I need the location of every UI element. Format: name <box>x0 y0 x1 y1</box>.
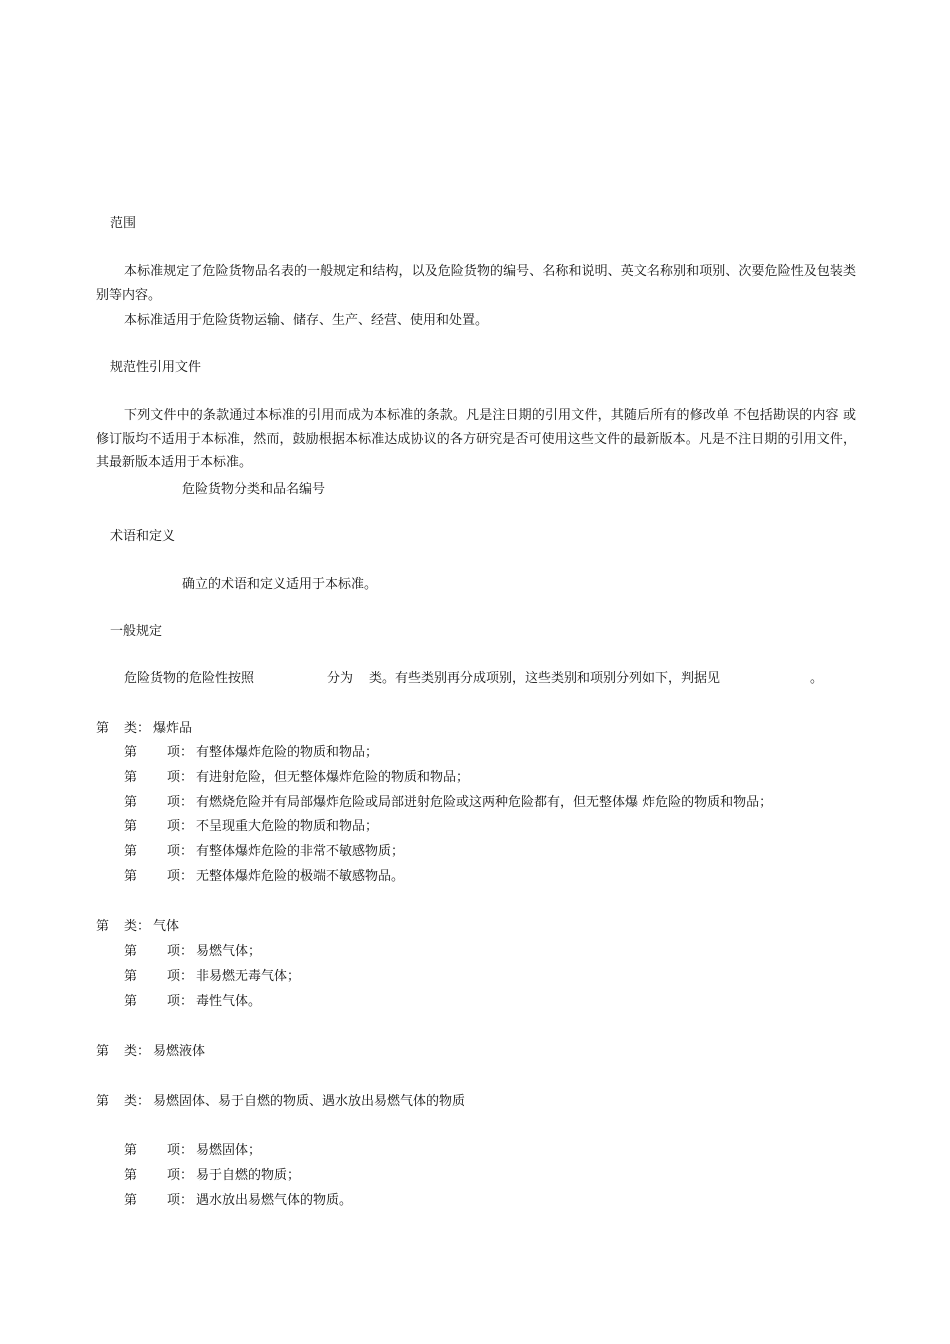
item-text: 有整体爆炸危险的非常不敏感物质； <box>196 844 405 859</box>
section-heading-terms: 术语和定义 <box>110 529 176 544</box>
item-prefix: 第 <box>124 994 138 1009</box>
scope-paragraph-2: 本标准适用于危险货物运输、储存、生产、经营、使用和处置。 <box>124 313 489 328</box>
item-separator: 项： <box>167 1193 194 1208</box>
item-prefix: 第 <box>124 969 138 984</box>
reference-item: 危险货物分类和品名编号 <box>182 482 326 497</box>
item-prefix: 第 <box>124 869 138 884</box>
general-intro-part-4: 。 <box>810 671 824 686</box>
item-separator: 项： <box>167 944 194 959</box>
item-text: 有整体爆炸危险的物质和物品； <box>196 745 379 760</box>
section-heading-scope: 范围 <box>110 216 137 231</box>
section-heading-general: 一般规定 <box>110 624 163 639</box>
general-intro-part-2: 分为 <box>327 671 354 686</box>
item-prefix: 第 <box>124 1168 138 1183</box>
class-name: 爆炸品 <box>153 721 193 736</box>
class-prefix: 第 <box>96 1094 110 1109</box>
general-intro-part-3: 类。有些类别再分成项别，这些类别和项别分列如下，判据见 <box>369 671 721 686</box>
item-separator: 项： <box>167 819 194 834</box>
general-intro-part-1: 危险货物的危险性按照 <box>124 671 255 686</box>
item-text: 易燃气体； <box>196 944 262 959</box>
item-separator: 项： <box>167 869 194 884</box>
class-separator: 类： <box>124 919 151 934</box>
item-text: 不呈现重大危险的物质和物品； <box>196 819 379 834</box>
item-prefix: 第 <box>124 1143 138 1158</box>
item-text: 非易燃无毒气体； <box>196 969 301 984</box>
terms-text: 确立的术语和定义适用于本标准。 <box>182 577 378 592</box>
item-separator: 项： <box>167 969 194 984</box>
class-separator: 类： <box>124 1094 151 1109</box>
item-prefix: 第 <box>124 770 138 785</box>
class-prefix: 第 <box>96 1044 110 1059</box>
class-name: 易燃固体、易于自燃的物质、遇水放出易燃气体的物质 <box>153 1094 466 1109</box>
item-text: 有进射危险，但无整体爆炸危险的物质和物品； <box>196 770 470 785</box>
item-text: 有燃烧危险并有局部爆炸危险或局部迸射危险或这两种危险都有，但无整体爆 炸危险的物质和物品； <box>196 795 773 810</box>
item-prefix: 第 <box>124 795 138 810</box>
scope-paragraph-1: 本标准规定了危险货物品名表的一般规定和结构，以及危险货物的编号、名称和说明、英文名称别和项别、次要危险性及包装类别等内容。 <box>96 264 856 303</box>
item-separator: 项： <box>167 994 194 1009</box>
item-separator: 项： <box>167 745 194 760</box>
item-text: 遇水放出易燃气体的物质。 <box>196 1193 353 1208</box>
item-prefix: 第 <box>124 844 138 859</box>
class-name: 气体 <box>153 919 180 934</box>
class-prefix: 第 <box>96 721 110 736</box>
item-text: 无整体爆炸危险的极端不敏感物品。 <box>196 869 405 884</box>
item-text: 易于自燃的物质； <box>196 1168 301 1183</box>
class-separator: 类： <box>124 1044 151 1059</box>
item-separator: 项： <box>167 770 194 785</box>
item-separator: 项： <box>167 1168 194 1183</box>
item-separator: 项： <box>167 1143 194 1158</box>
references-paragraph: 下列文件中的条款通过本标准的引用而成为本标准的条款。凡是注日期的引用文件，其随后所有的修改单 不包括勘误的内容 或修订版均不适用于本标准，然而，鼓励根据本标准达成协议的各方研究是否可使用这些文件的最新版本。凡是不注日期的引用文件，其最新版本适用于本标准。 <box>96 408 856 470</box>
class-name: 易燃液体 <box>153 1044 206 1059</box>
item-separator: 项： <box>167 844 194 859</box>
item-prefix: 第 <box>124 1193 138 1208</box>
item-text: 毒性气体。 <box>196 994 262 1009</box>
item-prefix: 第 <box>124 819 138 834</box>
class-separator: 类： <box>124 721 151 736</box>
item-separator: 项： <box>167 795 194 810</box>
class-prefix: 第 <box>96 919 110 934</box>
section-heading-references: 规范性引用文件 <box>110 360 202 375</box>
item-text: 易燃固体； <box>196 1143 262 1158</box>
item-prefix: 第 <box>124 745 138 760</box>
item-prefix: 第 <box>124 944 138 959</box>
